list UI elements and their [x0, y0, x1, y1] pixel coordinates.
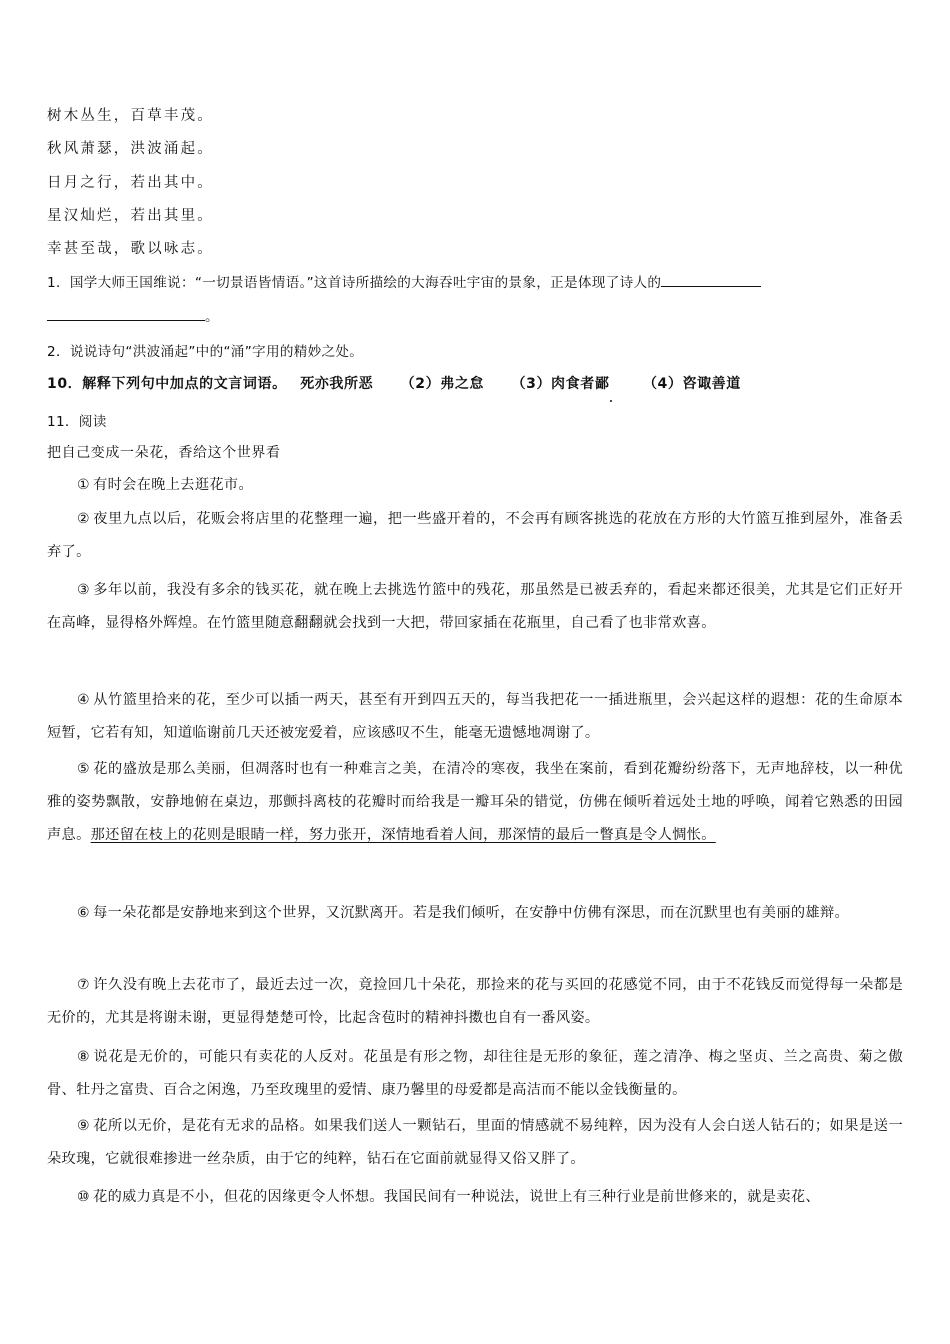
paragraph-marker: ⑥	[77, 905, 91, 921]
paragraph-7	[47, 969, 903, 1035]
paragraph-marker: ⑨	[77, 1118, 91, 1134]
paragraph-5	[47, 753, 903, 852]
paragraph-2	[47, 503, 903, 569]
paragraph-marker: ⑩	[77, 1189, 91, 1205]
poem-line: 幸甚至哉，歌以咏志。	[47, 241, 214, 257]
item-4: （4）咨诹善道	[642, 376, 741, 392]
paragraph-4	[47, 684, 903, 750]
question-text: 阅读	[78, 414, 107, 430]
question-1-continuation	[47, 305, 219, 325]
paragraph-1	[47, 469, 903, 502]
question-2	[47, 340, 363, 360]
question-11	[47, 410, 107, 430]
paragraph-text: 夜里九点以后，花贩会将店里的花整理一遍，把一些盛开着的，不会再有顾客挑选的花放在方形的大竹篮互推到屋外，准备丢弃了。	[47, 511, 903, 560]
answer-blank[interactable]	[47, 306, 205, 321]
paragraph-marker: ①	[77, 477, 91, 493]
poem-line: 日月之行，若出其中。	[47, 175, 214, 191]
question-1	[47, 271, 761, 291]
paragraph-text: 花的威力真是不小，但花的因缘更令人怀想。我国民间有一种说法，说世上有三种行业是前世修来的，就是卖花、	[93, 1189, 820, 1205]
paragraph-marker: ③	[77, 582, 91, 598]
paragraph-3	[47, 574, 903, 640]
paragraph-8	[47, 1041, 903, 1107]
paragraph-text: 从竹篮里拾来的花，至少可以插一两天，甚至有开到四五天的，每当我把花一一插进瓶里，会兴起这样的遐想：花的生命原本短暂，它若有知，知道临谢前几天还被宠爱着，应该感叹不生，能毫无遗憾地凋谢了。	[47, 692, 903, 741]
paragraph-text: 说花是无价的，可能只有卖花的人反对。花虽是有形之物，却往往是无形的象征，莲之清净、梅之坚贞、兰之高贵、菊之傲骨、牡丹之富贵、百合之闲逸，乃至玫瑰里的爱情、康乃馨里的母爱都是高洁而不能以金钱衡量的。	[47, 1049, 903, 1098]
answer-blank[interactable]	[661, 272, 761, 287]
poem-line: 秋风萧瑟，洪波涌起。	[47, 141, 214, 157]
paragraph-text: 许久没有晚上去花市了，最近去过一次，竟捡回几十朵花，那捡来的花与买回的花感觉不同，由于不花钱反而觉得每一朵都是无价的，尤其是将谢未谢，更显得楚楚可怜，比起含苞时的精神抖擞也自有一番风姿。	[47, 977, 903, 1026]
question-number: 1．	[47, 275, 70, 291]
item-2: （2）弗之怠	[400, 376, 485, 392]
paragraph-text: 有时会在晚上去逛花市。	[93, 477, 253, 493]
paragraph-text: 每一朵花都是安静地来到这个世界，又沉默离开。若是我们倾听，在安静中仿佛有深思，而在沉默里也有美丽的雄辩。	[93, 905, 850, 921]
paragraph-marker: ⑤	[77, 761, 91, 777]
paragraph-text: 多年以前，我没有多余的钱买花，就在晚上去挑选竹篮中的残花，那虽然是已被丢弃的，看起来都还很美，尤其是它们正好开在高峰，显得格外辉煌。在竹篮里随意翻翻就会找到一大把，带回家插在花瓶里，自己看了也非常欢喜。	[47, 582, 903, 631]
paragraph-marker: ⑦	[77, 977, 91, 993]
end-punctuation: 。	[205, 309, 219, 325]
question-10	[47, 373, 741, 393]
paragraph-9	[47, 1110, 903, 1176]
item-1: 死亦我所恶	[300, 376, 374, 392]
item-3: （3）肉食者鄙	[511, 376, 610, 392]
paragraph-marker: ②	[77, 511, 91, 527]
paragraph-6	[47, 897, 903, 930]
article-title: 把自己变成一朵花，香给这个世界看	[47, 445, 281, 461]
poem-line: 星汉灿烂，若出其里。	[47, 208, 214, 224]
paragraph-marker: ⑧	[77, 1049, 91, 1065]
underlined-sentence: 那还留在枝上的花则是眼睛一样，努力张开，深情地看着人间，那深情的最后一瞥真是令人惆怅。	[90, 827, 716, 843]
paragraph-text: 花的盛放是那么美丽，但凋落时也有一种难言之美，在清冷的寒夜，我坐在案前，看到花瓣纷纷落下，无声地辞枝，以一种优雅的姿势飘散，安静地俯在桌边，那颤抖离枝的花瓣时而给我是一瓣耳朵的错觉，仿佛在倾听着远处土地的呼唤，闻着它熟悉的田园声息。	[47, 761, 903, 843]
paragraph-marker: ④	[77, 692, 91, 708]
paragraph-10	[47, 1181, 903, 1214]
question-text: 国学大师王国维说：“一切景语皆情语。”这首诗所描绘的大海吞吐宇宙的景象，正是体现了诗人的	[69, 275, 662, 291]
paragraph-text: 花所以无价，是花有无求的品格。如果我们送人一颗钻石，里面的情感就不易纯粹，因为没有人会白送人钻石的；如果是送一朵玫瑰，它就很难掺进一丝杂质，由于它的纯粹，钻石在它面前就显得又俗又胖了。	[47, 1118, 903, 1167]
question-number: 11．	[47, 414, 79, 430]
question-text: 解释下列句中加点的文言词语。	[82, 376, 287, 392]
poem-line: 树木丛生，百草丰茂。	[47, 108, 214, 124]
question-number: 10．	[47, 376, 83, 392]
question-number: 2．	[47, 344, 70, 360]
question-text: 说说诗句“洪波涌起”中的“涌”字用的精妙之处。	[69, 344, 364, 360]
